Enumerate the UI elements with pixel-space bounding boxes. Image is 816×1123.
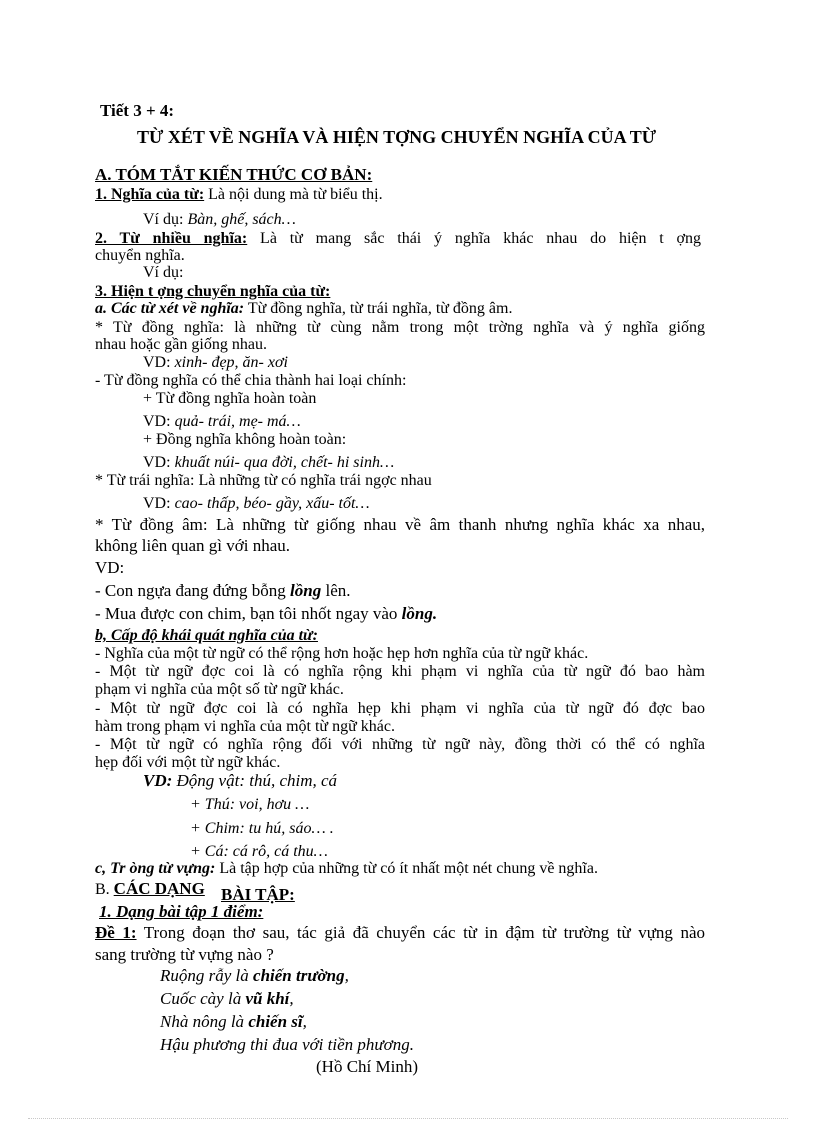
page-bottom-divider (28, 1118, 788, 1119)
homonym-word: lồng (290, 581, 322, 600)
poem-author: (Hồ Chí Minh) (316, 1057, 418, 1076)
poem-bold-word: vũ khí (245, 989, 290, 1008)
synonym-full-example (143, 413, 301, 431)
exercise-type-heading: 1. Dạng bài tập 1 điểm: (99, 902, 264, 921)
word-meaning-types (95, 300, 512, 318)
synonym-example (143, 354, 288, 372)
poem-line-4 (160, 1036, 414, 1054)
homonym-definition-1: * Từ đồng âm: Là những từ giống nhau về âm thanh nhưng nghĩa khác xa nhau, (95, 515, 705, 534)
lexical-field-label: c, Tr òng từ vựng: (95, 860, 216, 877)
example-label: Ví dụ: (143, 211, 188, 228)
synonym-types: - Từ đồng nghĩa có thể chia thành hai loại chính: (95, 372, 407, 389)
polysemy-example: Ví dụ: (143, 264, 184, 281)
synonym-definition-1: * Từ đồng nghĩa: là những từ cùng nằm trong một trờng nghĩa và ý nghĩa giống (95, 319, 705, 336)
section-b-heading-tail: BÀI TẬP: (221, 885, 295, 904)
vd-value: quả- trái, mẹ- má… (174, 413, 301, 430)
meaning-text: Là nội dung mà từ biểu thị. (204, 186, 383, 203)
vd-label: VD: (143, 495, 175, 512)
heading-prefix: B. (95, 881, 114, 898)
poem-text: , (344, 966, 349, 985)
generality-line-6: - Một từ ngữ có nghĩa rộng đối với những từ ngữ này, đồng thời có thể có nghĩa (95, 736, 705, 753)
antonym-example (143, 495, 370, 513)
homonym-example-1 (95, 582, 351, 600)
synonym-partial-example (143, 454, 394, 472)
example-value: Bàn, ghế, sách… (187, 211, 296, 228)
poem-text: Ruộng rẫy là (160, 966, 254, 985)
generality-example (143, 772, 337, 790)
poem-bold-word: chiến trường (253, 966, 345, 985)
poem-bold-word: chiến sĩ (248, 1012, 303, 1031)
antonym-definition: * Từ trái nghĩa: Là những từ có nghĩa trái ngợc nhau (95, 472, 432, 489)
polysemy-definition (95, 230, 701, 248)
sentence-text: lên. (321, 581, 351, 600)
poem-text: Cuốc cày là (160, 989, 246, 1008)
synonym-definition-2: nhau hoặc gần giống nhau. (95, 336, 267, 353)
question-text: Trong đoạn thơ sau, tác giả đã chuyển các từ in đậm từ trường từ vựng nào (136, 923, 705, 942)
vd-label: VD: (143, 454, 175, 471)
lesson-title: Tiết 3 + 4: (100, 101, 175, 120)
vd-label: VD: (143, 413, 175, 430)
section-a-heading: A. TÓM TẮT KIẾN THỨC CƠ BẢN: (95, 165, 373, 184)
poem-line-1 (160, 967, 349, 985)
lexical-field-text: Là tập hợp của những từ có ít nhất một nét chung về nghĩa. (215, 860, 598, 877)
meaning-example (143, 211, 296, 229)
section-b-heading (95, 880, 205, 899)
synonym-partial: + Đồng nghĩa không hoàn toàn: (143, 431, 347, 448)
poem-text: Nhà nông là (160, 1012, 249, 1031)
poem-text: , (302, 1012, 307, 1031)
homonym-word: lồng. (401, 604, 438, 623)
meaning-definition (95, 186, 383, 204)
lexical-field (95, 860, 598, 878)
vd-value: Động vật: thú, chim, cá (176, 771, 338, 790)
vd-value: khuất núi- qua đời, chết- hi sinh… (174, 454, 395, 471)
synonym-full: + Từ đồng nghĩa hoàn toàn (143, 390, 317, 407)
poem-line-2 (160, 990, 294, 1008)
generality-line-2: - Một từ ngữ đợc coi là có nghĩa rộng khi phạm vi nghĩa của từ ngữ đó bao hàm (95, 663, 705, 680)
generality-heading: b, Cấp độ khái quát nghĩa của từ: (95, 627, 318, 644)
sentence-text: - Mua được con chim, bạn tôi nhốt ngay vào (95, 604, 402, 623)
generality-line-7: hẹp đối với một từ ngữ khác. (95, 754, 281, 771)
generality-line-1: - Nghĩa của một từ ngữ có thể rộng hơn hoặc hẹp hơn nghĩa của từ ngữ khác. (95, 645, 589, 662)
generality-line-4: - Một từ ngữ đợc coi là có nghĩa hẹp khi phạm vi nghĩa của từ ngữ đó đợc bao (95, 700, 705, 717)
types-label: a. Các từ xét về nghĩa: (95, 300, 245, 317)
vd-label: VD: (143, 771, 177, 790)
polysemy-continuation: chuyển nghĩa. (95, 247, 185, 264)
poem-line-3 (160, 1013, 307, 1031)
poem-text: Hậu phương thi đua với tiền phương. (160, 1035, 414, 1054)
vd-value: xinh- đẹp, ăn- xơi (174, 354, 288, 371)
heading-main: CÁC DẠNG (113, 879, 205, 898)
generality-sub-1: + Thú: voi, hơu … (190, 796, 310, 813)
generality-sub-3: + Cá: cá rô, cá thu… (190, 843, 328, 860)
main-title: TỪ XÉT VỀ NGHĨA VÀ HIỆN TỢNG CHUYỂN NGHĨA CỦA TỪ (137, 127, 657, 147)
meaning-label: 1. Nghĩa của từ: (95, 186, 205, 203)
generality-sub-2: + Chim: tu hú, sáo… . (190, 820, 334, 837)
generality-line-5: hàm trong phạm vi nghĩa của một từ ngữ khác. (95, 718, 395, 735)
poem-text: , (289, 989, 294, 1008)
homonym-example-2 (95, 605, 437, 623)
generality-line-3: phạm vi nghĩa của một số từ ngữ khác. (95, 681, 344, 698)
homonym-vd: VD: (95, 558, 125, 577)
question-label: Đề 1: (95, 923, 137, 942)
types-text: Từ đồng nghĩa, từ trái nghĩa, từ đồng âm. (244, 300, 513, 317)
transfer-heading: 3. Hiện t ợng chuyển nghĩa của từ: (95, 283, 331, 300)
homonym-definition-2: không liên quan gì với nhau. (95, 536, 291, 555)
question-1-line-1 (95, 924, 705, 942)
polysemy-label: 2. Từ nhiều nghĩa: (95, 230, 248, 247)
vd-value: cao- thấp, béo- gầy, xấu- tốt… (174, 495, 370, 512)
vd-label: VD: (143, 354, 175, 371)
sentence-text: - Con ngựa đang đứng bỗng (95, 581, 291, 600)
polysemy-text: Là từ mang sắc thái ý nghĩa khác nhau do hiện t ợng (247, 230, 702, 247)
question-1-line-2: sang trường từ vựng nào ? (95, 945, 274, 964)
